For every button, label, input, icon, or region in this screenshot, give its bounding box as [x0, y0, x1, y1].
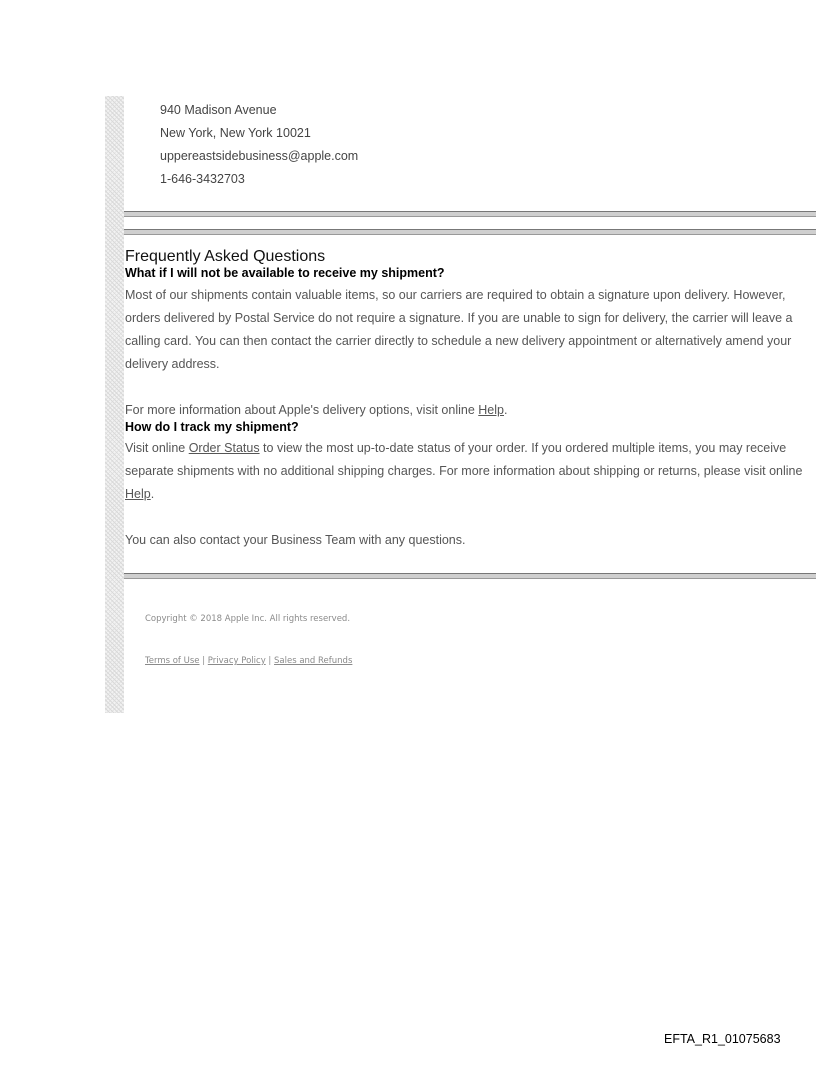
tracking-prefix: Visit online [125, 441, 189, 455]
terms-of-use-link[interactable]: Terms of Use [145, 656, 200, 666]
address-phone: 1-646-3432703 [160, 172, 245, 186]
help-link[interactable]: Help [478, 403, 504, 417]
faq-question-tracking: How do I track my shipment? [125, 420, 299, 434]
address-email: uppereastsidebusiness@apple.com [160, 149, 359, 163]
faq-answer-tracking [125, 437, 805, 506]
address-city: New York, New York 10021 [160, 126, 311, 140]
document-id: EFTA_R1_01075683 [664, 1032, 781, 1046]
contact-team-line: You can also contact your Business Team with any questions. [125, 533, 466, 547]
privacy-policy-link[interactable]: Privacy Policy [207, 656, 266, 666]
divider-rule [124, 229, 816, 235]
order-status-link[interactable]: Order Status [188, 441, 260, 455]
faq-question-availability: What if I will not be available to receive my shipment? [125, 266, 445, 280]
faq-title: Frequently Asked Questions [125, 248, 326, 265]
help-line-suffix: . [503, 403, 508, 417]
address-street: 940 Madison Avenue [160, 103, 277, 117]
faq-answer-availability: Most of our shipments contain valuable items, so our carriers are required to obtain a signature upon delivery. However, orders delivered by Postal Service do not require a signature. If you are unable to sign for delivery, the carrier will leave a calling card. You can then contact the carrier directly to schedule a new delivery appointment or alternatively amend your delivery address. [125, 288, 793, 371]
footer-separator: | [199, 656, 208, 666]
tracking-end: . [150, 487, 155, 501]
sales-and-refunds-link[interactable]: Sales and Refunds [274, 656, 353, 666]
divider-rule [124, 211, 816, 217]
help-link[interactable]: Help [125, 487, 151, 501]
footer-separator: | [265, 656, 275, 666]
left-decorative-border [105, 96, 124, 713]
copyright: Copyright © 2018 Apple Inc. All rights reserved. [145, 614, 351, 624]
tracking-body: to view the most up-to-date status of your order. If you ordered multiple items, you may receive separate shipments with no additional shipping charges. For more information about shipping or returns, please visit online [125, 441, 803, 478]
help-line-prefix: For more information about Apple's delivery options, visit online [125, 403, 479, 417]
store-address [160, 102, 358, 194]
faq-delivery-help-line [125, 403, 507, 417]
divider-rule [124, 573, 816, 579]
footer-links [145, 656, 352, 666]
